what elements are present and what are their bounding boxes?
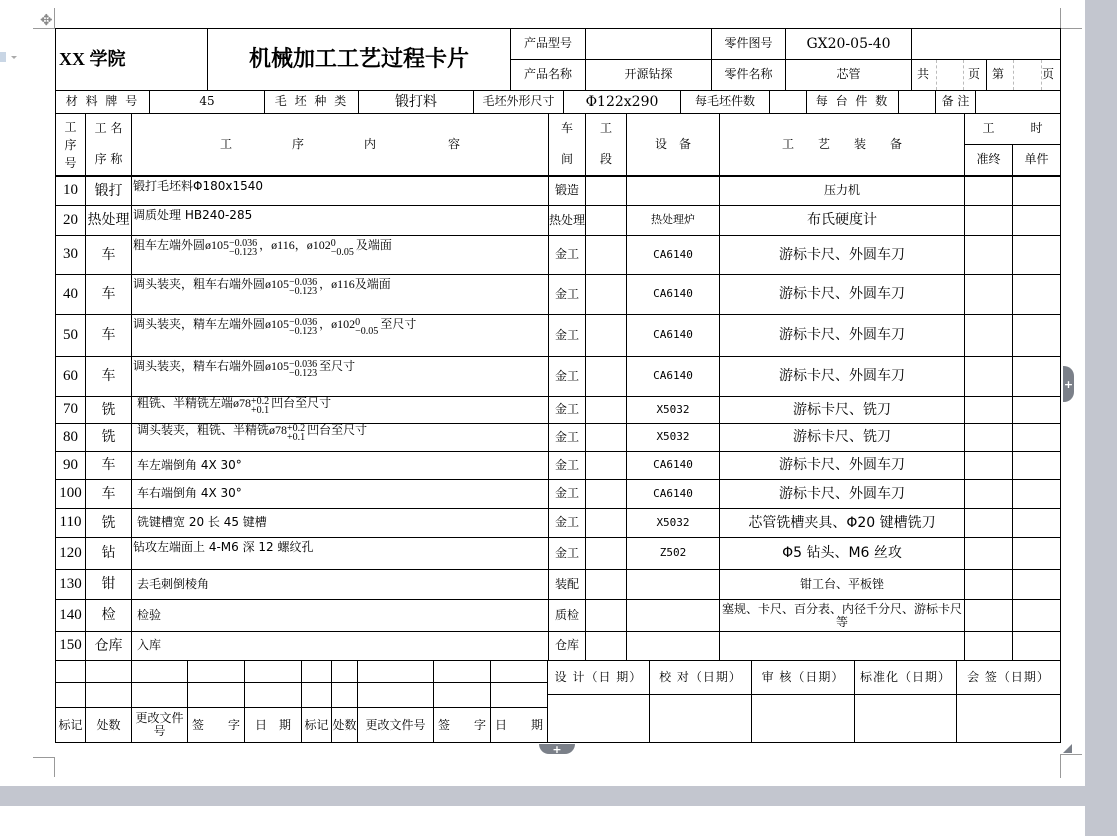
- revision-header: 更改文件号: [357, 707, 434, 743]
- content-text: ，: [259, 238, 272, 252]
- equipment: CA6140: [626, 479, 720, 509]
- product-model-label: 产品型号: [510, 28, 586, 60]
- section[interactable]: [585, 176, 627, 206]
- tolerance-lower: −0.123: [289, 286, 318, 297]
- nth-label: 第: [992, 67, 1005, 82]
- revision-cell[interactable]: [433, 682, 491, 708]
- blank-size-value[interactable]: Φ122x290: [563, 90, 681, 114]
- tolerance-upper: +0.2: [251, 396, 270, 407]
- tolerance: [331, 239, 354, 257]
- workshop-top: 车: [560, 121, 573, 136]
- tolerance-upper: −0.036: [289, 317, 318, 328]
- diameter: ø105: [265, 317, 290, 331]
- content-text: 调头装夹，粗铣、半精铣: [137, 423, 270, 437]
- tooling: Φ5 钻头、M6 丝攻: [719, 537, 965, 570]
- revision-cell[interactable]: [187, 660, 245, 683]
- op-name: 车: [85, 235, 132, 275]
- school-name: XX 学院: [55, 28, 208, 91]
- equipment: CA6140: [626, 314, 720, 357]
- hours-setup[interactable]: [964, 508, 1013, 538]
- tolerance: [289, 360, 317, 378]
- op-name: 热处理: [85, 205, 132, 236]
- content-text: ，: [294, 238, 307, 252]
- table-move-handle-icon[interactable]: ✥: [40, 11, 53, 29]
- revision-header: 标记: [301, 707, 332, 743]
- workshop: 金工: [548, 508, 586, 538]
- tolerance: [287, 424, 305, 442]
- workshop: 金工: [548, 314, 586, 357]
- op-number: 80: [55, 423, 86, 452]
- revision-header: 签 字: [433, 707, 491, 743]
- equipment: [626, 599, 720, 632]
- tooling: 钳工台、平板锉: [719, 569, 965, 600]
- hours-setup[interactable]: [964, 479, 1013, 509]
- total-label: 共: [917, 67, 930, 82]
- tolerance-upper: 0: [330, 238, 336, 249]
- content-text: 调头装夹，精车左端外圆: [133, 317, 266, 331]
- op-content[interactable]: [131, 274, 549, 315]
- hours-setup[interactable]: [964, 235, 1013, 275]
- tooling: 游标卡尺、外圆车刀: [719, 274, 965, 315]
- signoff-header: 审 核（日期）: [751, 660, 855, 695]
- section[interactable]: [585, 274, 627, 315]
- signoff-value[interactable]: [854, 694, 957, 743]
- col-header-workshop: [548, 113, 586, 176]
- op-no-char: 序: [64, 137, 77, 152]
- signoff-header: 校 对（日期）: [649, 660, 752, 695]
- section[interactable]: [585, 423, 627, 452]
- workshop: 金工: [548, 274, 586, 315]
- add-row-button[interactable]: +: [539, 744, 575, 754]
- revision-cell[interactable]: [131, 682, 188, 708]
- op-name: 车: [85, 479, 132, 509]
- paste-options-icon[interactable]: [0, 52, 6, 62]
- hours-unit[interactable]: [1012, 537, 1061, 570]
- equipment: X5032: [626, 396, 720, 424]
- op-number: 140: [55, 599, 86, 632]
- content-text: 至尺寸: [380, 317, 417, 331]
- equipment: X5032: [626, 423, 720, 452]
- section[interactable]: [585, 235, 627, 275]
- part-name-value[interactable]: 芯管: [785, 59, 912, 91]
- workshop: 金工: [548, 537, 586, 570]
- section[interactable]: [585, 631, 627, 661]
- section[interactable]: [585, 599, 627, 632]
- revision-cell[interactable]: [357, 660, 434, 683]
- col-header-equipment: 设 备: [626, 113, 720, 176]
- op-content[interactable]: [131, 314, 549, 357]
- crop-mark-top-right-h: [1060, 28, 1082, 29]
- tooling: 游标卡尺、外圆车刀: [719, 451, 965, 480]
- section[interactable]: [585, 508, 627, 538]
- content-text: 及端面: [354, 277, 391, 291]
- add-column-button[interactable]: +: [1063, 366, 1074, 402]
- tolerance: [289, 278, 317, 296]
- equipment: [626, 569, 720, 600]
- equipment: [626, 631, 720, 661]
- tolerance-upper: 0: [355, 317, 361, 328]
- content-text: ，: [319, 317, 332, 331]
- pieces-per-blank-value[interactable]: [769, 90, 807, 114]
- revision-cell[interactable]: [187, 682, 245, 708]
- op-name-top: 工 名: [94, 121, 123, 136]
- crop-mark-bottom-left: [33, 757, 55, 758]
- op-name: 车: [85, 451, 132, 480]
- next-page: [0, 806, 1085, 836]
- gridline-dashed: [963, 60, 964, 90]
- op-name: 仓库: [85, 631, 132, 661]
- hours-unit[interactable]: [1012, 451, 1061, 480]
- hours-unit[interactable]: [1012, 235, 1061, 275]
- op-name-bottom: 序 称: [94, 151, 123, 166]
- crop-mark-top-left-v: [54, 8, 55, 28]
- diameter: ø105: [265, 277, 290, 291]
- op-name: 钻: [85, 537, 132, 570]
- crop-mark-bottom-right-v: [1060, 754, 1061, 778]
- op-content[interactable]: [131, 396, 549, 424]
- op-number: 40: [55, 274, 86, 315]
- crop-mark-bottom-left-v: [54, 757, 55, 777]
- section[interactable]: [585, 479, 627, 509]
- op-content[interactable]: 入库: [131, 631, 549, 661]
- workshop: 仓库: [548, 631, 586, 661]
- equipment: Z502: [626, 537, 720, 570]
- hours-setup[interactable]: [964, 451, 1013, 480]
- op-number: 30: [55, 235, 86, 275]
- revision-header: 日 期: [490, 707, 548, 743]
- signoff-header: 标准化（日期）: [854, 660, 957, 695]
- op-name: 铣: [85, 423, 132, 452]
- material-grade-value[interactable]: 45: [149, 90, 265, 114]
- hours-setup[interactable]: [964, 423, 1013, 452]
- content-text: 凹台至尺寸: [307, 423, 368, 437]
- content-text: 调头装夹，粗车右端外圆: [133, 277, 266, 291]
- hours-unit[interactable]: [1012, 599, 1061, 632]
- revision-cell[interactable]: [433, 660, 491, 683]
- revision-cell[interactable]: [357, 682, 434, 708]
- page-total-cell: [911, 59, 987, 91]
- op-name: 锻打: [85, 176, 132, 206]
- revision-cell[interactable]: [55, 660, 86, 683]
- diameter: ø116: [331, 277, 355, 291]
- op-name: 钳: [85, 569, 132, 600]
- col-header-hours: 工 时: [964, 113, 1061, 145]
- tooling: 游标卡尺、外圆车刀: [719, 235, 965, 275]
- revision-cell[interactable]: [55, 682, 86, 708]
- header-blank-cell[interactable]: [911, 28, 1061, 60]
- op-name: 车: [85, 274, 132, 315]
- content-text: 调头装夹，精车右端外圆: [133, 359, 266, 373]
- op-name: 车: [85, 314, 132, 357]
- tolerance-lower: −0.05: [330, 247, 354, 258]
- tooling: 布氏硬度计: [719, 205, 965, 236]
- col-header-op-no: [55, 113, 86, 176]
- op-number: 150: [55, 631, 86, 661]
- page-label-2: 页: [1041, 67, 1054, 82]
- revision-header: 更改文件号: [131, 707, 188, 743]
- product-model-value[interactable]: [585, 28, 712, 60]
- gridline-dashed: [1041, 60, 1042, 90]
- hours-unit[interactable]: [1012, 356, 1061, 397]
- revision-cell[interactable]: [85, 682, 132, 708]
- section[interactable]: [585, 396, 627, 424]
- table-resize-handle[interactable]: [1063, 744, 1072, 753]
- product-name-label: 产品名称: [510, 59, 586, 91]
- op-number: 130: [55, 569, 86, 600]
- product-name-value[interactable]: 开源钻探: [585, 59, 712, 91]
- op-content[interactable]: 车左端倒角 4X 30°: [131, 451, 549, 480]
- remarks-label: 备 注: [935, 90, 976, 114]
- tooling: 塞规、卡尺、百分表、内径千分尺、游标卡尺等: [719, 599, 965, 632]
- diameter: ø116: [271, 238, 295, 252]
- revision-header: 日 期: [244, 707, 302, 743]
- col-header-tooling: 工 艺 装 备: [719, 113, 965, 176]
- op-name: 检: [85, 599, 132, 632]
- content-text: ，: [319, 277, 332, 291]
- revision-cell[interactable]: [244, 660, 302, 683]
- equipment: CA6140: [626, 235, 720, 275]
- pieces-per-blank-label: 每毛坯件数: [680, 90, 770, 114]
- op-content[interactable]: [131, 356, 549, 397]
- revision-cell[interactable]: [490, 682, 548, 708]
- tolerance-upper: −0.036: [229, 238, 258, 249]
- workshop: 装配: [548, 569, 586, 600]
- op-content[interactable]: 车右端倒角 4X 30°: [131, 479, 549, 509]
- op-number: 10: [55, 176, 86, 206]
- tooling: 游标卡尺、外圆车刀: [719, 314, 965, 357]
- signoff-header: 会 签（日期）: [956, 660, 1061, 695]
- section[interactable]: [585, 356, 627, 397]
- op-no-char: 号: [64, 155, 77, 170]
- content-text: 及端面: [355, 238, 392, 252]
- workshop: 金工: [548, 423, 586, 452]
- workshop: 金工: [548, 356, 586, 397]
- hours-setup[interactable]: [964, 537, 1013, 570]
- gridline-dashed: [936, 60, 937, 90]
- revision-cell[interactable]: [301, 682, 332, 708]
- equipment: CA6140: [626, 356, 720, 397]
- section[interactable]: [585, 569, 627, 600]
- workshop: 金工: [548, 451, 586, 480]
- hours-unit[interactable]: [1012, 396, 1061, 424]
- tooling: [719, 631, 965, 661]
- content-text: 粗铣、半精铣左端: [137, 396, 234, 410]
- equipment: [626, 176, 720, 206]
- op-content[interactable]: 调质处理 HB240-285: [131, 205, 549, 236]
- col-header-hours-setup: 准终: [964, 144, 1013, 176]
- hours-setup[interactable]: [964, 569, 1013, 600]
- content-text: 至尺寸: [319, 359, 356, 373]
- revision-header: 签 字: [187, 707, 245, 743]
- revision-header: 处数: [85, 707, 132, 743]
- tolerance-upper: −0.036: [289, 359, 318, 370]
- workshop: 金工: [548, 235, 586, 275]
- window-gutter: [1085, 0, 1117, 822]
- col-header-content: 工 序 内 容: [131, 113, 549, 176]
- tolerance: [289, 318, 317, 336]
- section[interactable]: [585, 537, 627, 570]
- hours-unit[interactable]: [1012, 423, 1061, 452]
- op-number: 60: [55, 356, 86, 397]
- pieces-per-unit-label: 每 台 件 数: [806, 90, 899, 114]
- hours-unit[interactable]: [1012, 569, 1061, 600]
- op-content[interactable]: 锻打毛坯料Φ180x1540: [131, 176, 549, 206]
- op-content[interactable]: [131, 235, 549, 275]
- blank-type-label: 毛 坯 种 类: [264, 90, 359, 114]
- equipment: 热处理炉: [626, 205, 720, 236]
- diameter: ø78: [233, 396, 252, 410]
- hours-setup[interactable]: [964, 274, 1013, 315]
- signoff-value[interactable]: [649, 694, 752, 743]
- remarks-value[interactable]: [975, 90, 1061, 114]
- hours-unit[interactable]: [1012, 479, 1061, 509]
- col-header-op-name: [85, 113, 132, 176]
- tolerance-upper: +0.2: [287, 423, 306, 434]
- tolerance-upper: −0.036: [289, 277, 318, 288]
- revision-cell[interactable]: [85, 660, 132, 683]
- tolerance: [229, 239, 257, 257]
- revision-cell[interactable]: [490, 660, 548, 683]
- hours-unit[interactable]: [1012, 274, 1061, 315]
- hours-setup[interactable]: [964, 631, 1013, 661]
- section-bottom: 段: [599, 151, 612, 166]
- dropdown-arrow-icon[interactable]: [11, 56, 17, 59]
- part-name-label: 零件名称: [711, 59, 786, 91]
- pieces-per-unit-value[interactable]: [898, 90, 936, 114]
- signoff-value[interactable]: [547, 694, 650, 743]
- tolerance-lower: −0.123: [289, 326, 318, 337]
- signoff-value[interactable]: [751, 694, 855, 743]
- col-header-hours-unit: 单件: [1012, 144, 1061, 176]
- op-content[interactable]: [131, 423, 549, 452]
- tooling: 芯管铣槽夹具、Φ20 键槽铣刀: [719, 508, 965, 538]
- tolerance: [251, 397, 269, 415]
- col-header-section: [585, 113, 627, 176]
- workshop-bottom: 间: [560, 151, 573, 166]
- hours-setup[interactable]: [964, 356, 1013, 397]
- tolerance-lower: −0.123: [289, 368, 318, 379]
- tooling: 压力机: [719, 176, 965, 206]
- section[interactable]: [585, 314, 627, 357]
- gridline-dashed: [1013, 60, 1014, 90]
- section[interactable]: [585, 451, 627, 480]
- crop-mark-bottom-right: [1060, 754, 1082, 755]
- tolerance-lower: −0.123: [229, 247, 258, 258]
- op-name: 车: [85, 356, 132, 397]
- part-drawing-no-label: 零件图号: [711, 28, 786, 60]
- tolerance-lower: −0.05: [355, 326, 379, 337]
- op-number: 100: [55, 479, 86, 509]
- op-name: 铣: [85, 396, 132, 424]
- hours-setup[interactable]: [964, 176, 1013, 206]
- op-no-char: 工: [64, 119, 77, 134]
- tolerance-lower: +0.1: [251, 405, 270, 416]
- op-number: 20: [55, 205, 86, 236]
- diameter: ø105: [205, 238, 230, 252]
- blank-size-label: 毛坯外形尺寸: [473, 90, 564, 114]
- diameter: ø102: [306, 238, 331, 252]
- workshop: 金工: [548, 479, 586, 509]
- crop-mark-top-right: [1060, 8, 1061, 28]
- hours-setup[interactable]: [964, 599, 1013, 632]
- revision-cell[interactable]: [331, 660, 358, 683]
- part-drawing-no-value[interactable]: GX20-05-40: [785, 28, 912, 60]
- op-number: 120: [55, 537, 86, 570]
- equipment: CA6140: [626, 451, 720, 480]
- workshop: 热处理: [548, 205, 586, 236]
- card-title: 机械加工工艺过程卡片: [207, 28, 511, 91]
- tooling: 游标卡尺、铣刀: [719, 423, 965, 452]
- content-text: 凹台至尺寸: [271, 396, 332, 410]
- tolerance-lower: +0.1: [287, 432, 306, 443]
- content-text: 粗车左端外圆: [133, 238, 206, 252]
- section[interactable]: [585, 205, 627, 236]
- revision-cell[interactable]: [131, 660, 188, 683]
- revision-cell[interactable]: [244, 682, 302, 708]
- tooling: 游标卡尺、铣刀: [719, 396, 965, 424]
- diameter: ø105: [265, 359, 290, 373]
- workshop: 金工: [548, 396, 586, 424]
- revision-header: 处数: [331, 707, 358, 743]
- hours-unit[interactable]: [1012, 508, 1061, 538]
- hours-unit[interactable]: [1012, 314, 1061, 357]
- tooling: 游标卡尺、外圆车刀: [719, 479, 965, 509]
- workshop: 锻造: [548, 176, 586, 206]
- op-number: 50: [55, 314, 86, 357]
- workshop: 质检: [548, 599, 586, 632]
- tooling: 游标卡尺、外圆车刀: [719, 356, 965, 397]
- page-label: 页: [967, 67, 980, 82]
- hours-unit[interactable]: [1012, 176, 1061, 206]
- op-content[interactable]: 去毛刺倒棱角: [131, 569, 549, 600]
- diameter: ø78: [269, 423, 288, 437]
- equipment: CA6140: [626, 274, 720, 315]
- blank-type-value[interactable]: 锻打料: [358, 90, 474, 114]
- revision-cell[interactable]: [301, 660, 332, 683]
- hours-unit[interactable]: [1012, 631, 1061, 661]
- equipment: X5032: [626, 508, 720, 538]
- material-grade-label: 材 料 牌 号: [55, 90, 150, 114]
- op-number: 110: [55, 508, 86, 538]
- section-top: 工: [599, 121, 612, 136]
- hours-setup[interactable]: [964, 314, 1013, 357]
- signoff-value[interactable]: [956, 694, 1061, 743]
- op-name: 铣: [85, 508, 132, 538]
- op-content[interactable]: 铣键槽宽 20 长 45 键槽: [131, 508, 549, 538]
- hours-setup[interactable]: [964, 205, 1013, 236]
- op-content[interactable]: 钻攻左端面上 4-M6 深 12 螺纹孔: [131, 537, 549, 570]
- diameter: ø102: [331, 317, 356, 331]
- revision-header: 标记: [55, 707, 86, 743]
- revision-cell[interactable]: [331, 682, 358, 708]
- hours-setup[interactable]: [964, 396, 1013, 424]
- op-number: 70: [55, 396, 86, 424]
- signoff-header: 设 计（日 期）: [547, 660, 650, 695]
- hours-unit[interactable]: [1012, 205, 1061, 236]
- op-content[interactable]: 检验: [131, 599, 549, 632]
- page-current-cell: [986, 59, 1061, 91]
- op-number: 90: [55, 451, 86, 480]
- tolerance: [355, 318, 378, 336]
